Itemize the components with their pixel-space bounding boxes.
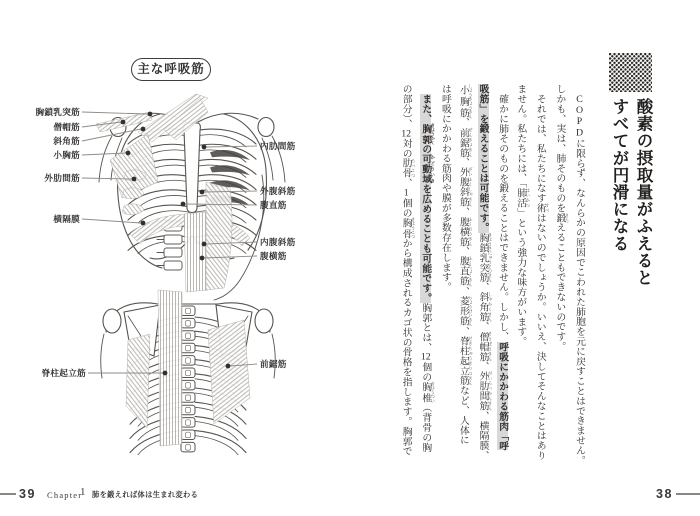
halftone-dots-icon <box>609 53 652 92</box>
chapter-word: Chapter <box>47 490 83 500</box>
body-column: しかも、実は、肺そのものを鍛 きたえることもできないのです。 <box>554 84 570 352</box>
body-column: また、胸郭 きょうかくの可動域 かどういきを広めることも可能です。胸郭とは、12個の胸椎 きょうつい（背骨の胸 <box>420 94 436 453</box>
front-view-figure <box>96 94 285 300</box>
muscle-label: 外腹斜筋 <box>260 186 296 196</box>
folio-rule-left <box>0 493 16 495</box>
muscle-label: 僧帽筋 <box>53 122 80 132</box>
muscle-label: 前鋸筋 <box>260 359 287 369</box>
muscle-label: 腹横筋 <box>260 251 287 261</box>
muscle-label: 外肋間筋 <box>44 173 80 183</box>
body-text <box>397 84 588 486</box>
right-page <box>350 0 700 516</box>
folio-rule-right <box>676 493 700 495</box>
heading-line-2: すべてが円滑になる <box>610 98 628 252</box>
body-column: は呼吸にかかわる筋肉や膜が多数存在します。 <box>439 84 451 292</box>
muscle-label: 腹直筋 <box>260 200 287 210</box>
diagram-title: 主な呼吸筋 <box>131 58 211 81</box>
body-column: 確かに肺そのものを鍛えることはできません。しかし、呼吸にかかわる筋肉「呼 <box>497 94 509 451</box>
muscle-label: 横隔膜 <box>53 214 80 224</box>
back-view-figure <box>101 290 276 455</box>
chapter-title: 肺を鍛えれば体は生まれ変わる <box>92 490 199 499</box>
body-column: 吸筋」を鍛えることは可能です。胸鎖乳突筋 きょうさにゅうとつきん、斜角筋 しゃかくきん、僧帽筋 そうぼうきん、外肋間筋 がいろっかんきん、横隔膜、 <box>477 84 494 461</box>
body-column: それでは、私たちになす術 すべはないのでしょうか。いいえ、決してそんなことはあり <box>534 94 551 461</box>
body-column: ません。私たちには、「肺活 はいかつ」という強力な味方がいます。 <box>515 84 531 347</box>
chapter-number: 1 <box>80 486 86 498</box>
muscle-label: 内肋間筋 <box>260 141 296 151</box>
muscle-label: 斜角筋 <box>53 136 80 146</box>
body-column: 小胸筋 しょうきょうきん、前鋸筋 ぜんきょきん、外腹斜筋 がいふくしゃきん、腹横筋 ふくおうきん、腹直筋 ふくちょくきん、菱形筋 りょうけいきん、脊柱起立筋 せきちゅうきりつきんなど、人体に <box>457 84 474 445</box>
heading-line-1: 酸素の摂取量がふえると <box>634 98 652 287</box>
section-heading <box>607 98 655 328</box>
muscle-label: 内腹斜筋 <box>260 237 296 247</box>
muscle-label: 胸鎖乳突筋 <box>35 107 80 117</box>
page-number-left: 39 <box>19 487 36 501</box>
page-number-right: 38 <box>656 487 673 501</box>
muscle-label: 脊柱起立筋 <box>41 368 86 378</box>
body-column: の部分）、12対の肋骨 ろっこつ、1個の胸骨 きょうこつから構成されるカゴ状の骨格を指します。胸郭で <box>400 84 417 457</box>
muscle-label: 小胸筋 <box>53 150 80 160</box>
body-column: COPDに限らず、なんらかの原因でこわれた肺胞を元に戻すことはできません。 <box>574 94 585 466</box>
